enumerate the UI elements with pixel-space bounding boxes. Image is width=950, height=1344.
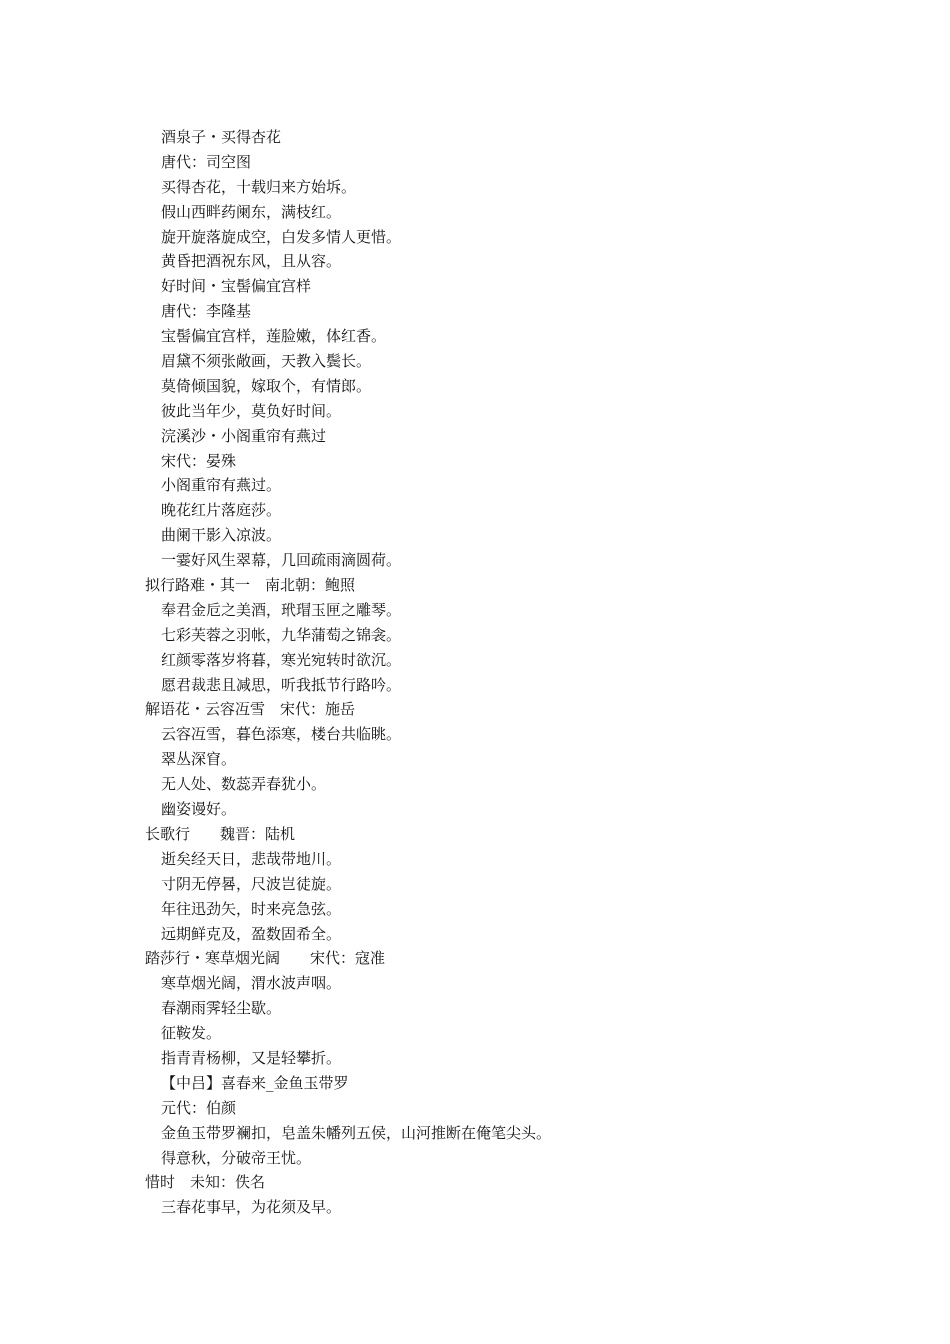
- text-line: 指青青杨柳，又是轻攀折。: [161, 1048, 342, 1067]
- text-line: 年往迅劲矢，时来亮急弦。: [161, 899, 342, 918]
- text-line: 奉君金卮之美酒，玳瑁玉匣之雕琴。: [161, 600, 402, 619]
- text-line: 买得杏花，十载归来方始坼。: [161, 177, 357, 196]
- text-line: 惜时 未知：佚名: [145, 1173, 266, 1192]
- text-line: 逝矣经天日，悲哉带地川。: [161, 849, 342, 868]
- text-line: 唐代：李隆基: [161, 302, 252, 321]
- poem-text-block: [145, 125, 905, 1220]
- text-line: 晚花红片落庭莎。: [161, 501, 282, 520]
- text-line: 宝髻偏宜宫样，莲脸嫩，体红香。: [161, 327, 387, 346]
- text-line: 寒草烟光阔，渭水波声咽。: [161, 974, 342, 993]
- text-line: 长歌行 魏晋：陆机: [145, 824, 296, 843]
- text-line: 【中吕】喜春来_金鱼玉带罗: [161, 1073, 349, 1092]
- text-line: 愿君裁悲且减思，听我抵节行路吟。: [161, 675, 402, 694]
- text-line: 唐代：司空图: [161, 152, 252, 171]
- text-line: 曲阑干影入凉波。: [161, 526, 282, 545]
- text-line: 征鞍发。: [161, 1024, 222, 1043]
- text-line: 旋开旋落旋成空，白发多情人更惜。: [161, 227, 402, 246]
- text-line: 莫倚倾国貌，嫁取个，有情郎。: [161, 376, 372, 395]
- text-line: 眉黛不须张敞画，天教入鬓长。: [161, 352, 372, 371]
- text-line: 寸阴无停晷，尺波岂徒旋。: [161, 874, 342, 893]
- text-line: 宋代：晏殊: [161, 451, 237, 470]
- text-line: 拟行路难・其一 南北朝：鲍照: [145, 576, 356, 595]
- text-line: 黄昏把酒祝东风，且从容。: [161, 252, 342, 271]
- text-line: 金鱼玉带罗襕扣，皂盖朱幡列五侯，山河推断在俺笔尖头。: [161, 1123, 552, 1142]
- text-line: 幽姿谩好。: [161, 800, 237, 819]
- text-line: 翠丛深窅。: [161, 750, 237, 769]
- text-line: 酒泉子・买得杏花: [161, 128, 282, 146]
- text-line: 无人处、数蕊弄春犹小。: [161, 775, 327, 794]
- text-line: 彼此当年少，莫负好时间。: [161, 401, 342, 420]
- text-line: 云容冱雪，暮色添寒，楼台共临眺。: [161, 725, 402, 744]
- text-line: 得意秋，分破帝王忧。: [161, 1148, 312, 1167]
- text-line: 好时间・宝髻偏宜宫样: [161, 277, 312, 296]
- text-line: 红颜零落岁将暮，寒光宛转时欲沉。: [161, 650, 402, 669]
- text-line: 一霎好风生翠幕，几回疏雨滴圆荷。: [161, 551, 402, 570]
- text-line: 春潮雨霁轻尘歇。: [161, 999, 282, 1018]
- text-line: 元代：伯颜: [161, 1098, 237, 1117]
- text-line: 小阁重帘有燕过。: [161, 476, 282, 495]
- text-line: 三春花事早，为花须及早。: [161, 1198, 342, 1217]
- text-line: 浣溪沙・小阁重帘有燕过: [161, 426, 327, 445]
- text-line: 七彩芙蓉之羽帐，九华蒲萄之锦衾。: [161, 625, 402, 644]
- text-line: 踏莎行・寒草烟光阔 宋代：寇准: [145, 949, 386, 968]
- text-line: 解语花・云容冱雪 宋代：施岳: [145, 700, 356, 719]
- text-line: 假山西畔药阑东，满枝红。: [161, 202, 342, 221]
- text-line: 远期鲜克及，盈数固希全。: [161, 924, 342, 943]
